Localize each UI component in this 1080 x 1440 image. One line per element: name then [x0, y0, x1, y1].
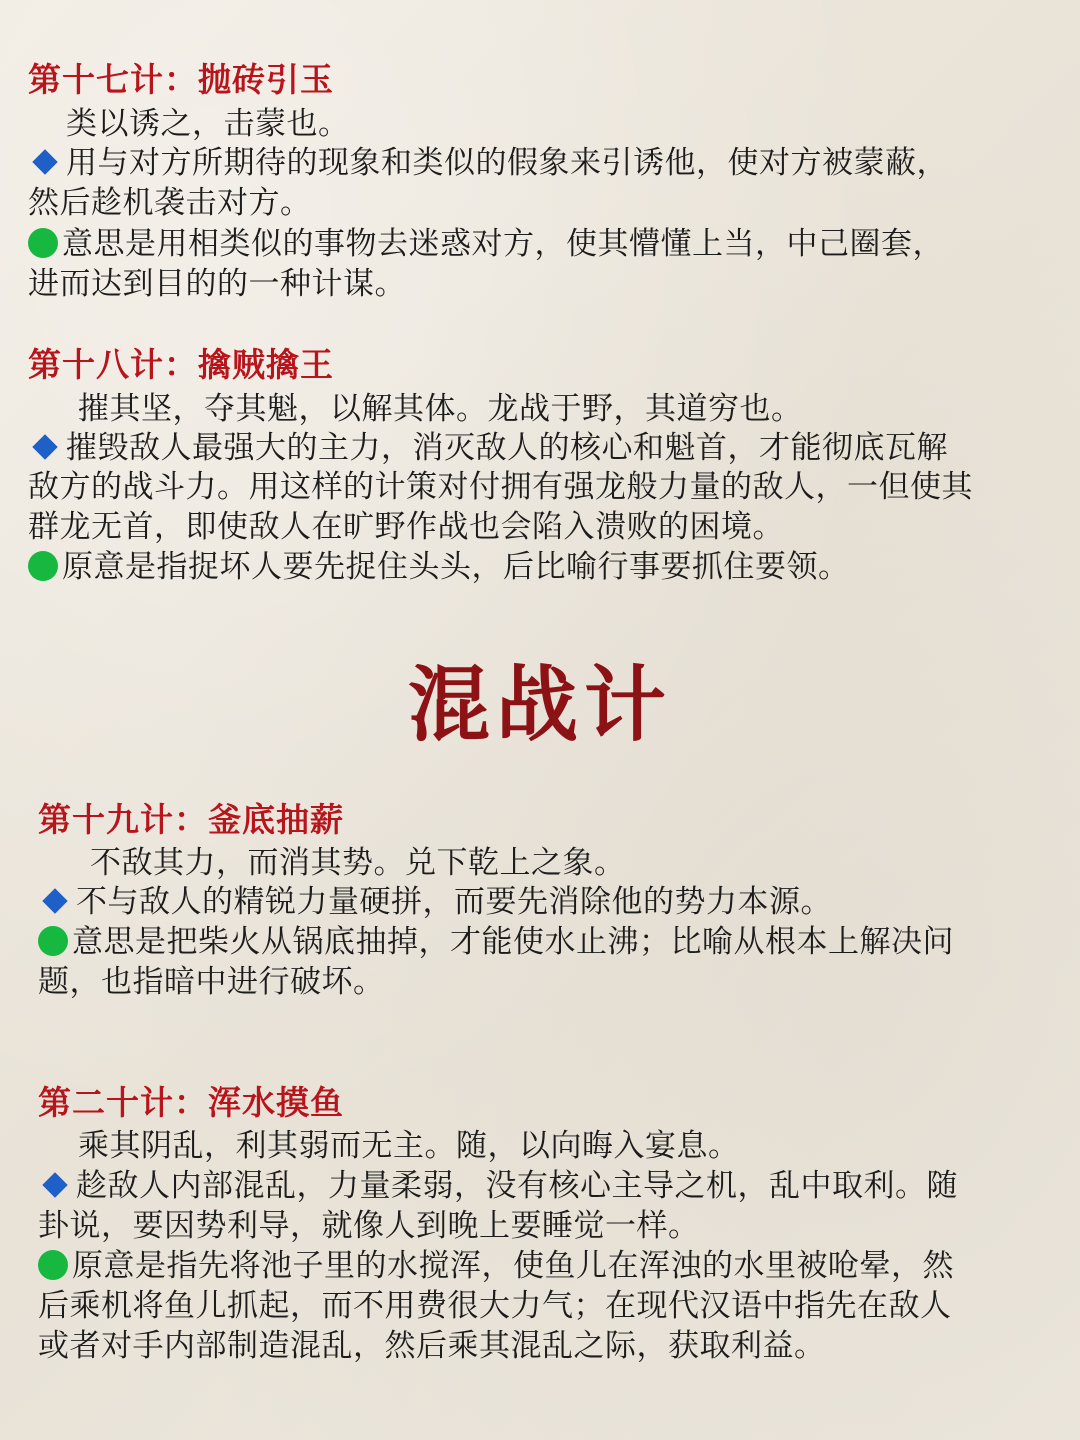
section-17-explain-line-1: 用与对方所期待的现象和类似的假象来引诱他，使对方被蒙蔽， — [28, 143, 948, 183]
section-18-quote: 摧其坚，夺其魁，以解其体。龙战于野，其道穷也。 — [78, 391, 803, 427]
section-20-explain-line-1: 趁敌人内部混乱，力量柔弱，没有核心主导之机，乱中取利。随 — [38, 1166, 958, 1206]
section-20-quote: 乘其阴乱，利其弱而无主。随，以向晦入宴息。 — [78, 1128, 740, 1164]
section-20-meaning-line-3: 或者对手内部制造混乱，然后乘其混乱之际，获取利益。 — [38, 1328, 826, 1364]
section-20-meaning-line-2: 后乘机将鱼儿抓起，而不用费很大力气；在现代汉语中指先在敌人 — [38, 1288, 952, 1324]
section-17-meaning-line-1: 意思是用相类似的事物去迷惑对方，使其懵懂上当，中己圈套， — [28, 224, 944, 264]
blue-diamond-icon — [32, 434, 57, 459]
section-20-meaning-line-1: 原意是指先将池子里的水搅浑，使鱼儿在浑浊的水里被呛晕，然 — [38, 1246, 954, 1286]
section-19-explain-line-1: 不与敌人的精锐力量硬拼，而要先消除他的势力本源。 — [38, 882, 832, 922]
section-18-meaning-line-1: 原意是指捉坏人要先捉住头头，后比喻行事要抓住要领。 — [28, 547, 850, 587]
section-19-title: 第十九计：釜底抽薪 — [38, 800, 344, 839]
section-18-explain-line-2: 敌方的战斗力。用这样的计策对付拥有强龙般力量的敌人，一但使其 — [28, 469, 973, 505]
section-18-title: 第十八计：擒贼擒王 — [28, 345, 334, 384]
green-dot-icon — [38, 1250, 68, 1280]
section-20-explain-line-2: 卦说，要因势利导，就像人到晚上要睡觉一样。 — [38, 1208, 700, 1244]
section-17-quote: 类以诱之，击蒙也。 — [66, 106, 350, 142]
green-dot-icon — [38, 926, 68, 956]
section-17-title: 第十七计：抛砖引玉 — [28, 60, 334, 99]
section-20-title: 第二十计：浑水摸鱼 — [38, 1083, 344, 1122]
section-18-explain-line-3: 群龙无首，即使敌人在旷野作战也会陷入溃败的困境。 — [28, 509, 784, 545]
section-19-meaning-line-1: 意思是把柴火从锅底抽掉，才能使水止沸；比喻从根本上解决问 — [38, 922, 954, 962]
blue-diamond-icon — [32, 149, 57, 174]
section-18-explain-line-1: 摧毁敌人最强大的主力，消灭敌人的核心和魁首，才能彻底瓦解 — [28, 428, 948, 468]
blue-diamond-icon — [42, 888, 67, 913]
blue-diamond-icon — [42, 1172, 67, 1197]
green-dot-icon — [28, 228, 58, 258]
section-17-meaning-line-2: 进而达到目的的一种计谋。 — [28, 266, 406, 302]
chapter-heading: 混战计 — [407, 657, 672, 753]
section-17-explain-line-2: 然后趁机袭击对方。 — [28, 185, 312, 221]
section-19-quote: 不敌其力，而消其势。兑下乾上之象。 — [90, 845, 626, 881]
green-dot-icon — [28, 551, 58, 581]
section-19-meaning-line-2: 题，也指暗中进行破坏。 — [38, 964, 385, 1000]
